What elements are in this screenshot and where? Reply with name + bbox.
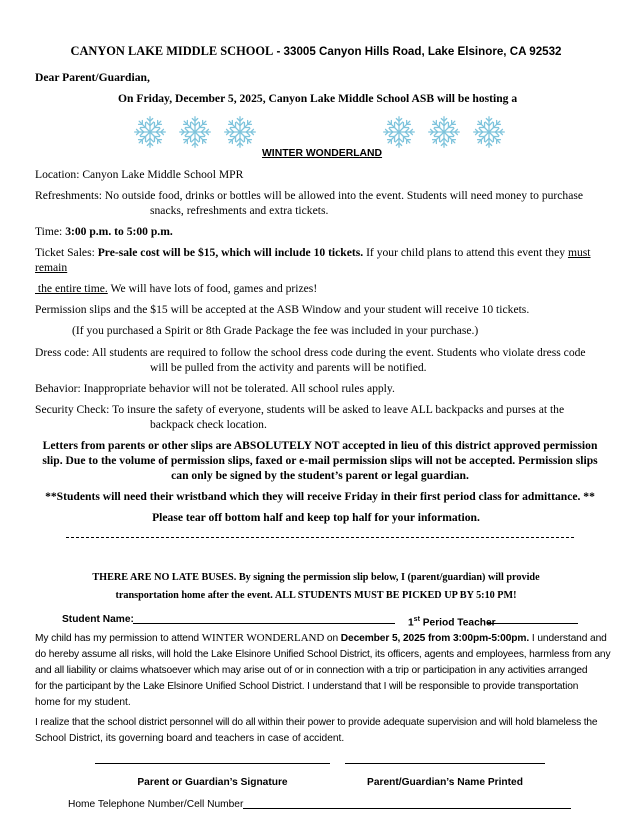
name-printed-field[interactable] — [345, 763, 545, 764]
permission-window-line: Permission slips and the $15 will be accepted at the ASB Window and your student will receive 10 tickets. — [35, 303, 530, 316]
time-line: Time: 3:00 p.m. to 5:00 p.m. — [35, 225, 173, 238]
consent-line-1: My child has my permission to attend WINTER WONDERLAND on December 5, 2025 from 3:00pm-5:00pm. I understand and — [35, 632, 607, 644]
security-line-2: backpack check location. — [150, 418, 267, 431]
letters-notice-line-3: can only be signed by the student’s parent or legal guardian. — [171, 469, 469, 482]
ticket-sales-line-3: the entire time. We will have lots of food, games and prizes! — [35, 282, 318, 295]
student-name-field[interactable] — [133, 623, 395, 624]
wristband-notice: **Students will need their wristband which they will receive Friday in their first period class for admittance. ** — [45, 490, 595, 503]
intro-line: On Friday, December 5, 2025, Canyon Lake Middle School ASB will be hosting a — [118, 92, 518, 105]
snowflake-icon — [177, 114, 213, 150]
security-line-1: Security Check: To insure the safety of everyone, students will be asked to leave ALL backpacks and purses at the — [35, 403, 565, 416]
school-address: - 33005 Canyon Hills Road, Lake Elsinore, CA 92532 — [273, 45, 562, 58]
consent-line-3: and all liability or claims whatsoever which may arise out of or in connection with a trip or participation in any activities arranged — [35, 665, 588, 676]
snowflake-icon — [222, 114, 258, 150]
snowflake-icon — [471, 114, 507, 150]
signature-label: Parent or Guardian’s Signature — [137, 777, 288, 788]
name-printed-label: Parent/Guardian’s Name Printed — [367, 777, 523, 788]
supervision-line-2: School District, its governing board and teachers in case of accident. — [35, 733, 345, 744]
snowflake-icon — [381, 114, 417, 150]
consent-line-2: do hereby assume all risks, will hold the Lake Elsinore Unified School District, its officers, agents and employees, harmless from any — [35, 649, 611, 660]
consent-line-5: home for my student. — [35, 697, 131, 708]
location-line: Location: Canyon Lake Middle School MPR — [35, 168, 244, 181]
letters-notice-line-2: slip. Due to the volume of permission slips, faxed or e-mail permission slips will not be accepted. Permission slips — [42, 454, 598, 467]
supervision-line-1: I realize that the school district personnel will do all within their power to provide adequate supervision and will hold blameless the — [35, 717, 598, 728]
package-note: (If you purchased a Spirit or 8th Grade Package the fee was included in your purchase.) — [72, 324, 479, 337]
refreshments-line-1: Refreshments: No outside food, drinks or bottles will be allowed into the event. Students will need money to purchase — [35, 189, 584, 202]
snowflake-icon — [132, 114, 168, 150]
period-teacher-field[interactable] — [488, 623, 578, 624]
dress-code-line-2: will be pulled from the activity and parents will be notified. — [150, 361, 427, 374]
time-value: 3:00 p.m. to 5:00 p.m. — [65, 225, 173, 238]
letterhead — [0, 44, 632, 59]
refreshments-line-2: snacks, refreshments and extra tickets. — [150, 204, 329, 217]
phone-label: Home Telephone Number/Cell Number — [68, 799, 244, 810]
ticket-price: Pre-sale cost will be $15, which will include 10 tickets. — [97, 246, 364, 259]
dress-code-line-1: Dress code: All students are required to follow the school dress code during the event. Students who violate dress code — [35, 346, 586, 359]
behavior-line: Behavior: Inappropriate behavior will not be tolerated. All school rules apply. — [35, 382, 395, 395]
no-late-buses-line-1: THERE ARE NO LATE BUSES. By signing the permission slip below, I (parent/guardian) will provide — [92, 572, 540, 583]
event-title: WINTER WONDERLAND — [262, 148, 383, 159]
period-teacher-label: 1st Period Teacher — [408, 616, 496, 629]
ticket-sales-line-1: Ticket Sales: Pre-sale cost will be $15, which will include 10 tickets. If your child plans to attend this event they must — [35, 246, 591, 259]
phone-field[interactable] — [243, 808, 571, 809]
greeting: Dear Parent/Guardian, — [35, 71, 150, 84]
tear-line — [66, 537, 574, 538]
no-late-buses-line-2: transportation home after the event. ALL STUDENTS MUST BE PICKED UP BY 5:10 PM! — [115, 590, 517, 601]
signature-field[interactable] — [95, 763, 330, 764]
student-name-label: Student Name: — [62, 614, 134, 625]
tear-off-instruction: Please tear off bottom half and keep top half for your information. — [152, 511, 480, 524]
snowflake-icon — [426, 114, 462, 150]
consent-line-4: for the participant by the Lake Elsinore Unified School District. I understand that I will be responsible to provide transportation — [35, 681, 579, 692]
letters-notice-line-1: Letters from parents or other slips are ABSOLUTELY NOT accepted in lieu of this district approved permission — [42, 439, 598, 452]
ticket-sales-remain: remain — [35, 261, 68, 274]
school-name: CANYON LAKE MIDDLE SCHOOL — [70, 44, 274, 58]
